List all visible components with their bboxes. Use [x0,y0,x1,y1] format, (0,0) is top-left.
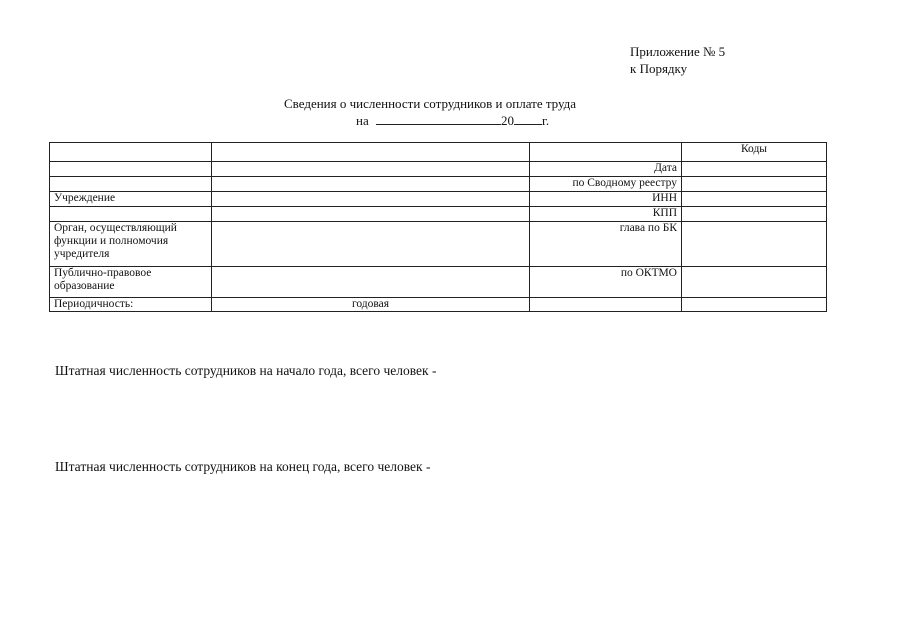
table-row [50,177,827,192]
table-cell [50,177,212,192]
head-bk-code-cell [682,222,827,267]
organ-label: Орган, осуществляющий функции и полномочия учредителя [50,222,212,267]
table-row [50,143,827,162]
table-cell [530,143,682,162]
table-row [50,192,827,207]
date-code-cell [682,162,827,177]
table-cell [50,207,212,222]
title-date-line [356,112,549,129]
registry-label: по Сводному реестру [530,177,682,192]
table-row [50,162,827,177]
public-entity-value-cell [212,267,530,298]
kpp-label: КПП [530,207,682,222]
periodicity-code-cell [682,298,827,312]
date-label: Дата [530,162,682,177]
institution-value-cell [212,192,530,207]
head-bk-label: глава по БК [530,222,682,267]
form-table [49,142,827,312]
table-cell [50,162,212,177]
appendix-caption [630,43,725,77]
institution-label: Учреждение [50,192,212,207]
periodicity-label: Периодичность: [50,298,212,312]
year-prefix: 20 [500,113,514,128]
oktmo-label: по ОКТМО [530,267,682,298]
table-row [50,222,827,267]
oktmo-code-cell [682,267,827,298]
inn-label: ИНН [530,192,682,207]
table-row [50,298,827,312]
registry-code-cell [682,177,827,192]
organ-value-cell [212,222,530,267]
date-blank [376,112,501,125]
table-cell [530,298,682,312]
headcount-end-line: Штатная численность сотрудников на конец года, всего человек - [55,459,431,474]
table-row [50,207,827,222]
table-cell [212,207,530,222]
appendix-reference: к Порядку [630,61,688,76]
table-cell [50,143,212,162]
kpp-code-cell [682,207,827,222]
public-entity-label: Публично-правовое образование [50,267,212,298]
title-line: Сведения о численности сотрудников и оплате труда [284,96,577,111]
headcount-start-line: Штатная численность сотрудников на начало года, всего человек - [55,363,437,378]
table-row [50,267,827,298]
year-blank [514,112,542,125]
title-on-label: на [356,113,369,128]
inn-code-cell [682,192,827,207]
table-cell [212,162,530,177]
year-suffix: г. [541,113,550,128]
appendix-number: Приложение № 5 [630,44,726,59]
table-cell [212,143,530,162]
periodicity-value: годовая [212,298,530,312]
codes-header: Коды [682,143,827,162]
table-cell [212,177,530,192]
